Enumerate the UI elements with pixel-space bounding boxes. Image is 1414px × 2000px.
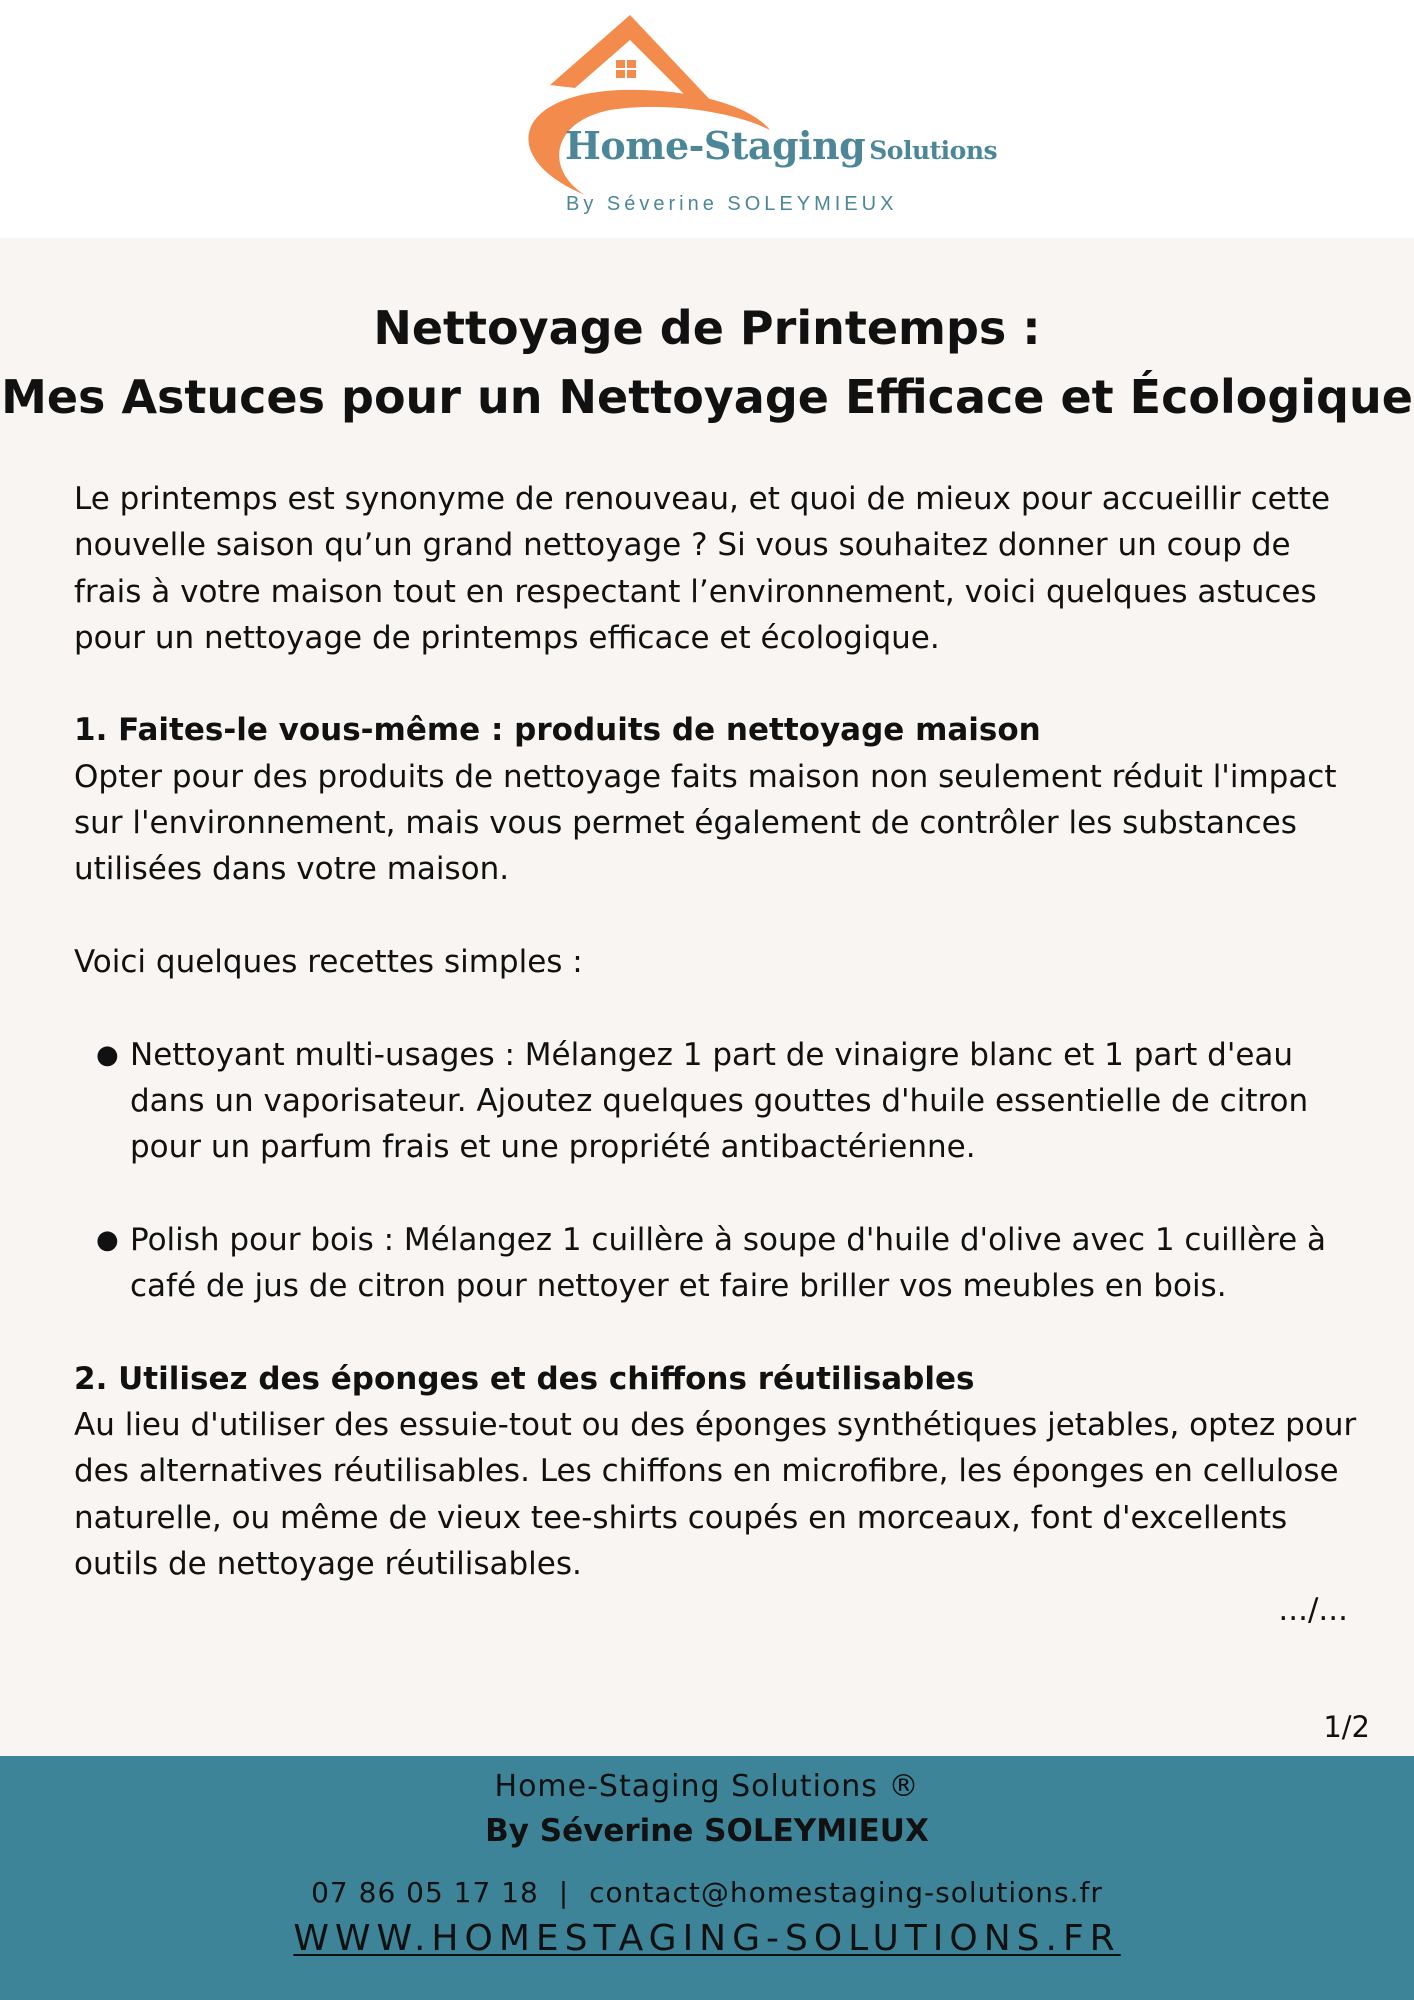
recipe-list-2	[74, 1217, 1364, 1310]
footer-separator: |	[558, 1876, 570, 1909]
footer	[0, 1756, 1414, 2000]
continued-marker: .../...	[1278, 1592, 1348, 1629]
list-item: ● Nettoyant multi-usages : Mélangez 1 part de vinaigre blanc et 1 part d'eau dans un vaporisateur. Ajoutez quelques gouttes d'huile essentielle de citron pour un parfum frais et une propriété antibactérienne.	[130, 1032, 1364, 1171]
document-title	[0, 294, 1414, 432]
header	[0, 0, 1414, 238]
page-number: 1/2	[1323, 1710, 1370, 1744]
title-line-2: Mes Astuces pour un Nettoyage Efficace et Écologique	[1, 370, 1413, 424]
recipes-intro: Voici quelques recettes simples :	[74, 943, 583, 980]
section-2-heading: 2. Utilisez des éponges et des chiffons réutilisables	[74, 1360, 975, 1397]
footer-email-link[interactable]: contact@homestaging-solutions.fr	[589, 1876, 1103, 1909]
list-item: ● Polish pour bois : Mélangez 1 cuillère à soupe d'huile d'olive avec 1 cuillère à café de jus de citron pour nettoyer et faire briller vos meubles en bois.	[130, 1217, 1364, 1310]
recipe-list	[74, 1032, 1364, 1171]
footer-author: By Séverine SOLEYMIEUX	[485, 1813, 929, 1849]
article-body	[74, 476, 1364, 1633]
footer-website-link[interactable]: WWW.HOMESTAGING-SOLUTIONS.FR	[293, 1918, 1121, 1959]
section-1-heading: 1. Faites-le vous-même : produits de nettoyage maison	[74, 712, 1041, 749]
logo-title: Home-Staging Solutions	[565, 123, 998, 168]
footer-brand: Home-Staging Solutions ®	[494, 1769, 920, 1804]
logo-byline: By Séverine SOLEYMIEUX	[566, 193, 898, 215]
section-2-body: Au lieu d'utiliser des essuie-tout ou des éponges synthétiques jetables, optez pour des alternatives réutilisables. Les chiffons en microfibre, les éponges en cellulose naturelle, ou même de vieux tee-shirts coupés en morceaux, font d'excellents outils de nettoyage réutilisables.	[74, 1406, 1357, 1582]
footer-contact	[0, 1876, 1414, 1909]
bullet-icon: ●	[96, 1039, 119, 1070]
section-1-body: Opter pour des produits de nettoyage faits maison non seulement réduit l'impact sur l'environnement, mais vous permet également de contrôler les substances utilisées dans votre maison.	[74, 758, 1337, 888]
title-line-1: Nettoyage de Printemps :	[373, 301, 1041, 355]
intro-paragraph: Le printemps est synonyme de renouveau, et quoi de mieux pour accueillir cette nouvelle saison qu’un grand nettoyage ? Si vous souhaitez donner un coup de frais à votre maison tout en respectant l’environnement, voici quelques astuces pour un nettoyage de printemps efficace et écologique.	[74, 481, 1331, 656]
footer-phone[interactable]: 07 86 05 17 18	[311, 1876, 539, 1909]
bullet-icon: ●	[96, 1224, 119, 1255]
